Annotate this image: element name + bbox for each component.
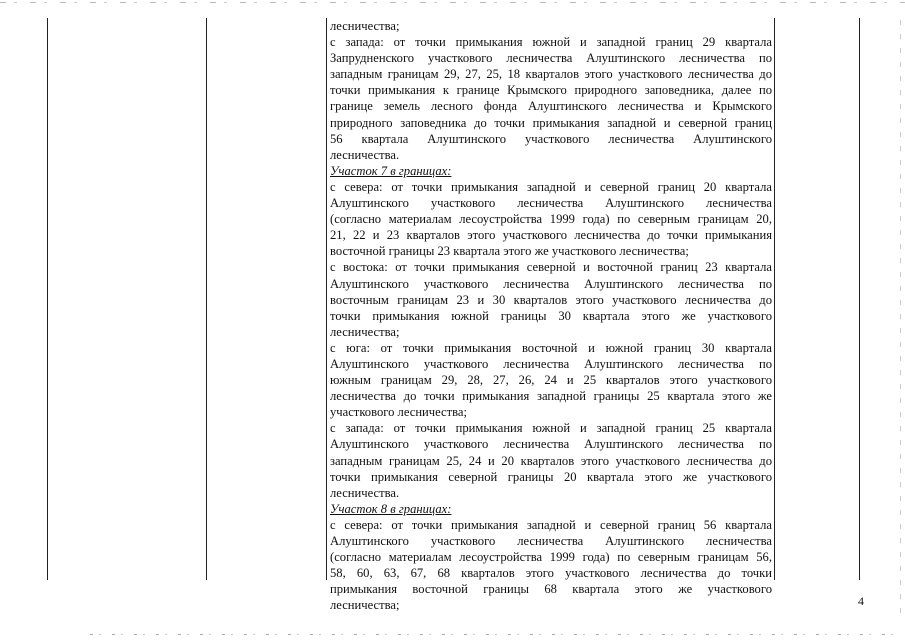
text-line: с востока: от точки примыкания северной и восточной границ 23 квартала — [330, 260, 772, 275]
text-line: Алуштинского участкового лесничества Алуштинского лесничества — [330, 196, 772, 211]
text-line: точки примыкания к границе Крымского природного заповедника, далее по — [330, 83, 772, 98]
boundary-description-cell — [330, 18, 772, 613]
text-line: Алуштинского участкового лесничества Алуштинского лесничества по — [330, 356, 772, 371]
text-line: западным границам 25, 24 и 20 кварталов этого участкового лесничества до — [330, 453, 772, 468]
text-line: лесничества. — [330, 485, 400, 500]
text-line: восточным границам 23 и 30 кварталов этого участкового лесничества до — [330, 292, 772, 307]
text-line: восточной границы 23 квартала этого же участкового лесничества; — [330, 244, 689, 259]
text-line: лесничества; — [330, 598, 400, 613]
column-divider-3 — [774, 18, 775, 580]
text-line: лесничества до точки примыкания западной границы 25 квартала этого же — [330, 389, 772, 404]
scan-artifact-bottom — [90, 634, 900, 635]
text-line: 21, 22 и 23 кварталов этого участкового лесничества до точки примыкания — [330, 228, 772, 243]
column-divider-2 — [326, 18, 327, 580]
text-line: с севера: от точки примыкания западной и северной границ 56 квартала — [330, 517, 772, 532]
text-line: с севера: от точки примыкания западной и северной границ 20 квартала — [330, 179, 772, 194]
section-heading: Участок 7 в границах: — [330, 163, 452, 178]
text-line: лесничества; — [330, 324, 400, 339]
text-line: границе земель лесного фонда Алуштинского лесничества и Крымского — [330, 99, 772, 114]
scan-artifact-right — [900, 20, 901, 620]
section-heading: Участок 8 в границах: — [330, 501, 452, 516]
text-line: примыкания восточной границы 68 квартала этого же участкового — [330, 582, 772, 597]
text-line: южным границам 29, 28, 27, 26, 24 и 25 кварталов этого участкового — [330, 373, 772, 388]
text-line: Запрудненского участкового лесничества Алуштинского лесничества по — [330, 51, 772, 66]
text-line: 56 квартала Алуштинского участкового лесничества Алуштинского — [330, 131, 772, 146]
text-line: Алуштинского участкового лесничества Алуштинского лесничества по — [330, 276, 772, 291]
text-line: (согласно материалам лесоустройства 1999 года) по северным границам 56, — [330, 550, 772, 565]
column-divider-1 — [206, 18, 207, 580]
text-line: (согласно материалам лесоустройства 1999 года) по северным границам 20, — [330, 212, 772, 227]
page-number: 4 — [858, 594, 864, 608]
text-line: с запада: от точки примыкания южной и западной границ 25 квартала — [330, 421, 772, 436]
text-line: с юга: от точки примыкания восточной и южной границ 30 квартала — [330, 340, 772, 355]
text-line: Алуштинского участкового лесничества Алуштинского лесничества по — [330, 437, 772, 452]
text-line: 58, 60, 63, 67, 68 кварталов этого участкового лесничества до точки — [330, 566, 772, 581]
scan-artifact-top — [0, 2, 905, 3]
text-line: западным границам 29, 27, 25, 18 кварталов этого участкового лесничества до — [330, 67, 772, 82]
text-line: участкового лесничества; — [330, 405, 467, 420]
boundary-table — [47, 18, 860, 613]
text-line: точки примыкания южной границы 30 квартала этого же участкового — [330, 308, 772, 323]
text-line: с запада: от точки примыкания южной и западной границ 29 квартала — [330, 35, 772, 50]
text-line: точки примыкания северной границы 20 квартала этого же участкового — [330, 469, 772, 484]
text-line: лесничества; — [330, 19, 400, 33]
text-line: лесничества. — [330, 147, 400, 162]
text-line: Алуштинского участкового лесничества Алуштинского лесничества — [330, 534, 772, 548]
text-line: природного заповедника до точки примыкания западной и северной границ — [330, 115, 772, 130]
